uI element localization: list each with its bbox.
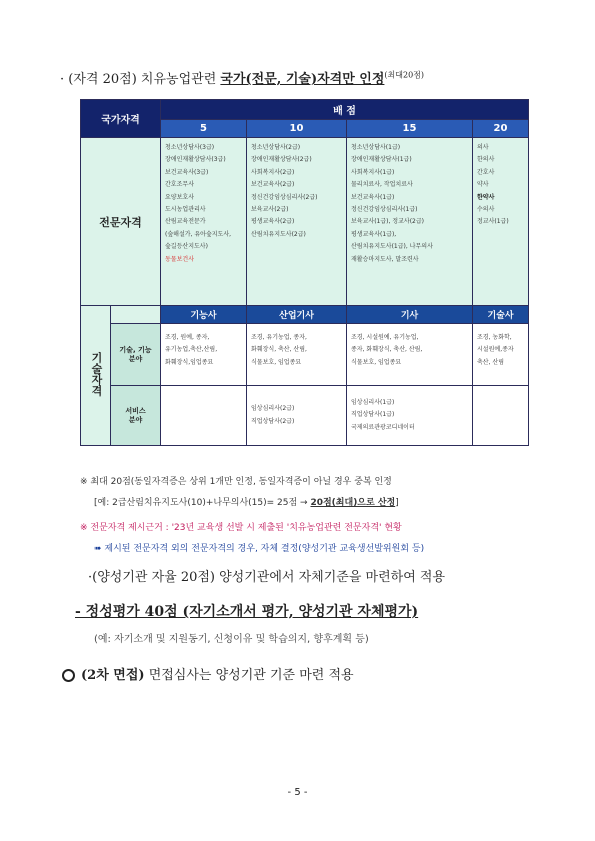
self-score-line: ·(양성기관 자율 20점) 양성기관에서 자체기준을 마련하여 적용 xyxy=(88,570,446,585)
service-label: 서비스 분야 xyxy=(111,386,161,446)
service-cell-master xyxy=(473,386,529,446)
circle-bullet-icon xyxy=(62,669,75,682)
header-score: 배 점 xyxy=(161,100,529,120)
note-basis: ※ 전문자격 제시근거 : '23년 교육생 선발 시 제출된 '치유농업관련 전문자격' 현황 xyxy=(80,523,402,533)
header-qualification: 국가자격 xyxy=(81,100,161,138)
tech-field-row xyxy=(81,324,529,386)
interview-line: (2차 면접) 면접심사는 양성기관 기준 마련 적용 xyxy=(62,664,354,683)
tech-field-label: 기술, 기능 분야 xyxy=(111,324,161,386)
tech-head-row xyxy=(81,306,529,324)
tech-cell-technician: 조경, 원예, 종자, 유기농업,축산,산림, 화훼장식,임업종묘 xyxy=(161,324,247,386)
qualitative-example: (예: 자기소개 및 지원동기, 신청이유 및 학습의지, 향후계획 등) xyxy=(94,634,369,645)
tech-cell-industrial: 조경, 유기농업, 종자, 화훼장식, 축산, 산림, 식물보호, 임업종묘 xyxy=(247,324,347,386)
service-cell-industrial: 임상심리사(2급) 직업상담사(2급) xyxy=(247,386,347,446)
service-cell-technician xyxy=(161,386,247,446)
prof-cell-15: 청소년상담사(1급) 장애인재활상담사(1급) 사회복지사(1급) 물리치료사, 작업치료사 보건교육사(1급) 정신건강임상심리사(1급) 보육교사(1급), 정교사(2급) 평생교육사(1급), 산림치유지도사(1급), 나무의사 재활승마지도사, 말조련사 xyxy=(347,138,473,306)
qualification-score-table xyxy=(80,99,529,446)
score-5: 5 xyxy=(161,120,247,138)
tech-head-engineer: 기사 xyxy=(347,306,473,324)
score-10: 10 xyxy=(247,120,347,138)
prof-cell-5: 청소년상담사(3급) 장애인재활상담사(3급) 보건교육사(3급) 간호조무사 요양보호사 도시농업관리사 산림교육전문가 (숲해설가, 유아숲지도사, 숲길등산지도사) 동물보건사 xyxy=(161,138,247,306)
service-row xyxy=(81,386,529,446)
professional-label: 전문자격 xyxy=(81,138,161,306)
tech-head-industrial: 산업기사 xyxy=(247,306,347,324)
service-cell-engineer: 임상심리사(1급) 직업상담사(1급) 국제의료관광코디네이터 xyxy=(347,386,473,446)
prof-cell-10: 청소년상담사(2급) 장애인재활상담사(2급) 사회복지사(2급) 보건교육사(2급) 정신건강임상심리사(2급) 보육교사(2급) 평생교육사(2급) 산림치유지도사(2급) xyxy=(247,138,347,306)
prof-cell-20: 의사 한의사 간호사 약사 한약사 수의사 정교사(1급) xyxy=(473,138,529,306)
note-other: ➠ 제시된 전문자격 외의 전문자격의 경우, 자체 결정(양성기관 교육생선발위원회 등) xyxy=(94,544,425,554)
score-20: 20 xyxy=(473,120,529,138)
score-15: 15 xyxy=(347,120,473,138)
technical-label: 기술자격 xyxy=(81,306,111,446)
tech-head-blank xyxy=(111,306,161,324)
professional-row xyxy=(81,138,529,306)
page-number: - 5 - xyxy=(287,787,308,798)
tech-cell-engineer: 조경, 시설원예, 유기농업, 종자, 화훼장식, 축산, 산림, 식물보호, 임업종묘 xyxy=(347,324,473,386)
tech-cell-master: 조경, 농화학, 시설원예,종자 축산, 산림 xyxy=(473,324,529,386)
note-example: [예: 2급산림치유지도사(10)+나무의사(15)= 25점 → 20점(최대)으로 산정] xyxy=(94,498,399,508)
tech-head-master: 기술사 xyxy=(473,306,529,324)
qualitative-heading: - 정성평가 40점 (자기소개서 평가, 양성기관 자체평가) xyxy=(75,604,419,620)
tech-head-technician: 기능사 xyxy=(161,306,247,324)
note-max-score: ※ 최대 20점(동일자격증은 상위 1개만 인정, 동일자격증이 아닐 경우 중복 인정 xyxy=(80,477,392,487)
intro-line: · (자격 20점) 치유농업관련 국가(전문, 기술)자격만 인정$^{(최대20점)}$ xyxy=(60,70,425,87)
